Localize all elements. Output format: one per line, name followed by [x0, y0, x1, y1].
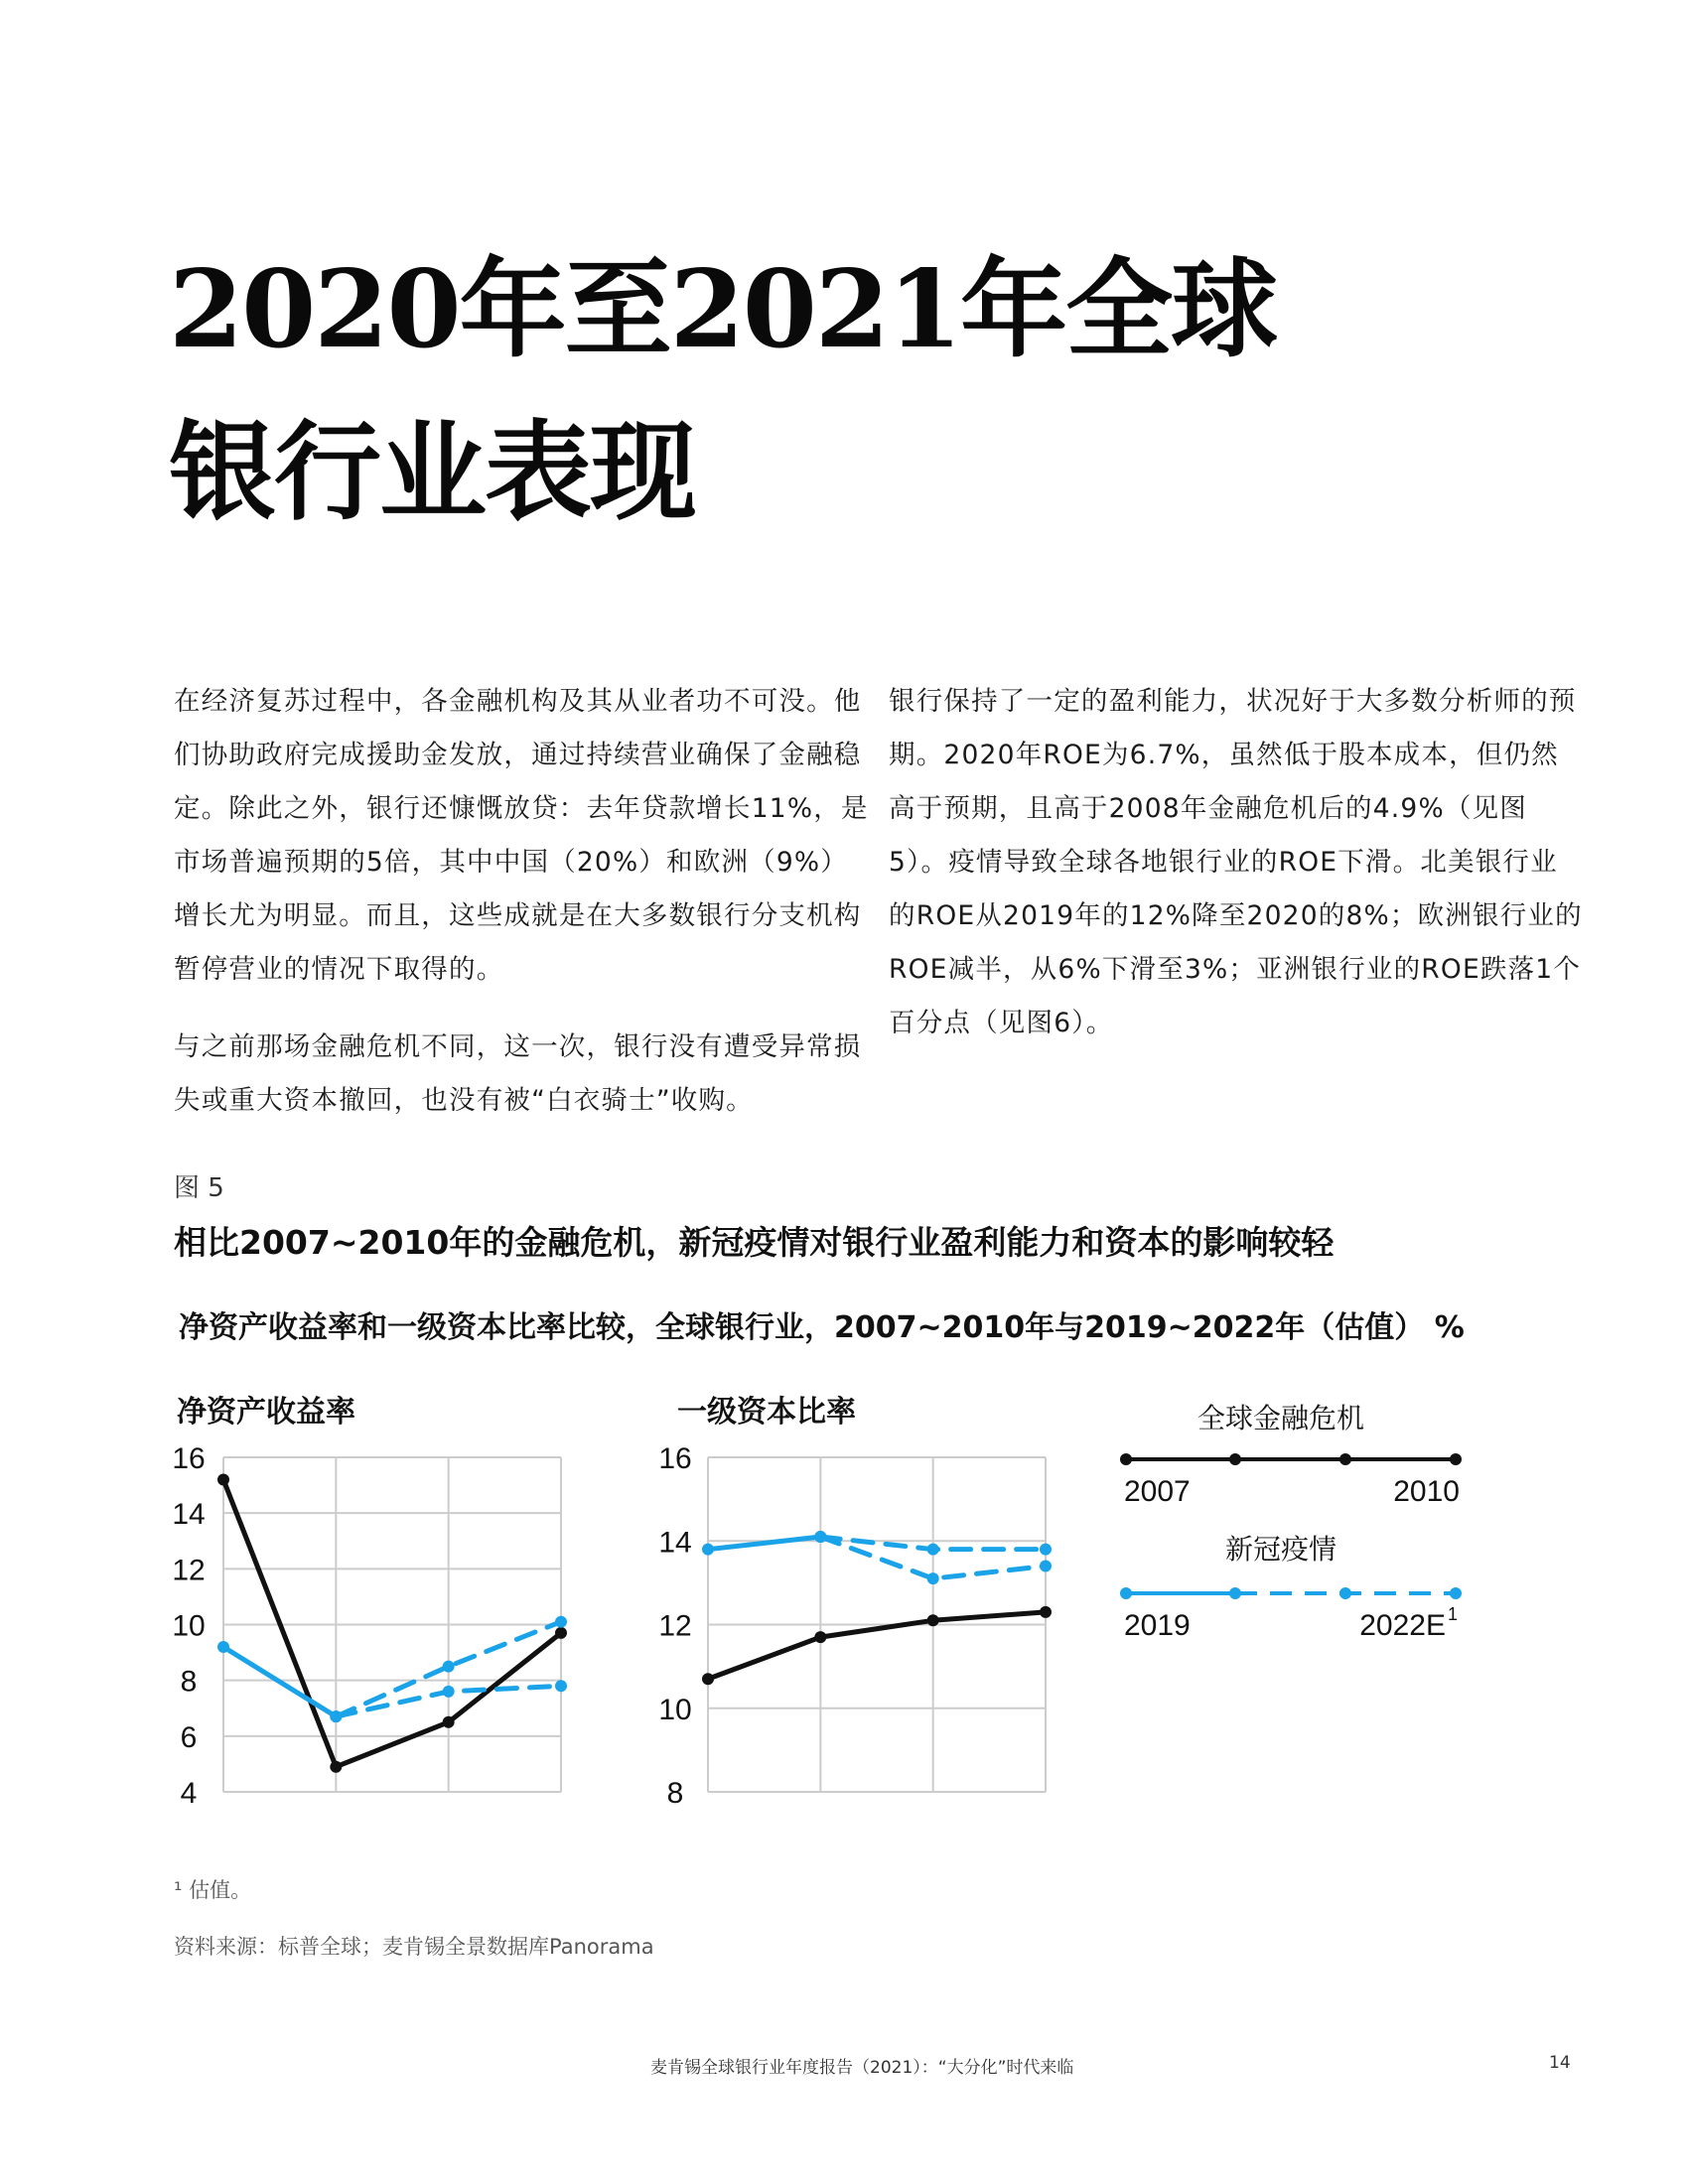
left-paragraph-2: 与之前那场金融危机不同，这一次，银行没有遭受异常损失或重大资本撤回，也没有被“白衣骑士”收购。	[174, 1031, 862, 1116]
figure-title: 相比2007~2010年的金融危机，新冠疫情对银行业盈利能力和资本的影响较轻	[174, 1223, 1335, 1262]
left-column	[174, 675, 869, 1152]
legend-crisis-marker	[1120, 1453, 1132, 1465]
data-point	[814, 1531, 826, 1543]
series-line-crisis	[708, 1612, 1046, 1679]
legend-crisis-marker	[1229, 1453, 1241, 1465]
legend-covid-end-text: 2022E	[1359, 1609, 1446, 1642]
legend-covid-marker	[1339, 1587, 1351, 1599]
left-paragraph-1: 在经济复苏过程中，各金融机构及其从业者功不可没。他们协助政府完成援助金发放，通过持续营业确保了金融稳定。除此之外，银行还慷慨放贷：去年贷款增长11%，是市场普遍预期的5倍，其中中国（20%）和欧洲（9%）增长尤为明显。而且，这些成就是在大多数银行分支机构暂停营业的情况下取得的。	[174, 686, 869, 985]
legend-crisis-marker	[1339, 1453, 1351, 1465]
y-tick-label: 12	[658, 1609, 692, 1643]
data-point	[443, 1716, 455, 1728]
footnote: ¹ 估值。	[174, 1878, 252, 1902]
data-point	[330, 1710, 342, 1722]
series-line-covid	[223, 1647, 336, 1716]
roe-chart	[172, 1442, 567, 1810]
data-point	[927, 1572, 939, 1584]
y-tick-label: 8	[180, 1665, 198, 1699]
series-line-covid	[708, 1537, 820, 1550]
y-tick-label: 10	[172, 1609, 206, 1643]
page-title	[169, 228, 1460, 554]
legend-covid-end	[1359, 1609, 1446, 1642]
data-point	[443, 1661, 455, 1673]
data-point	[702, 1673, 714, 1685]
y-tick-label: 16	[172, 1442, 206, 1475]
legend-covid-marker	[1229, 1587, 1241, 1599]
data-point	[927, 1614, 939, 1626]
data-point	[1040, 1606, 1052, 1618]
data-point	[555, 1616, 567, 1628]
y-tick-label: 6	[180, 1720, 198, 1754]
data-point	[217, 1641, 229, 1653]
y-tick-label: 10	[658, 1693, 692, 1726]
legend-crisis-marker	[1450, 1453, 1462, 1465]
figure-label: 图 5	[174, 1173, 224, 1203]
legend-crisis-end: 2010	[1393, 1475, 1460, 1508]
data-point	[1040, 1561, 1052, 1572]
data-point	[555, 1627, 567, 1639]
chart-roe-title: 净资产收益率	[177, 1396, 355, 1429]
data-point	[1040, 1544, 1052, 1556]
figure-area	[149, 1390, 1539, 1860]
y-tick-label: 14	[172, 1498, 206, 1532]
chart-tier1-title: 一级资本比率	[677, 1396, 856, 1429]
y-tick-label: 12	[172, 1554, 206, 1587]
legend-covid-marker	[1450, 1587, 1462, 1599]
page-title-line1: 2020年至2021年全球	[169, 247, 1277, 372]
chart-legend	[1120, 1403, 1462, 1642]
page-number: 14	[1549, 2053, 1571, 2073]
legend-covid-start: 2019	[1124, 1609, 1191, 1642]
data-point	[927, 1544, 939, 1556]
legend-covid-label: 新冠疫情	[1224, 1534, 1337, 1565]
y-tick-label: 8	[666, 1777, 684, 1810]
right-paragraph-1: 银行保持了一定的盈利能力，状况好于大多数分析师的预期。2020年ROE为6.7%，虽然低于股本成本，但仍然高于预期，且高于2008年金融危机后的4.9%（见图5）。疫情导致全球各地银行业的ROE下滑。北美银行业的ROE从2019年的12%降至2020的8%；欧洲银行业的ROE减半，从6%下滑至3%；亚洲银行业的ROE跌落1个百分点（见图6）。	[889, 686, 1583, 1038]
tier1-chart	[658, 1442, 1052, 1810]
y-tick-label: 4	[180, 1777, 198, 1810]
data-point	[555, 1680, 567, 1692]
source-note: 资料来源：标普全球；麦肯锡全景数据库Panorama	[174, 1935, 654, 1959]
data-point	[217, 1473, 229, 1485]
data-point	[330, 1761, 342, 1773]
charts-svg	[149, 1390, 1539, 1856]
legend-crisis-label: 全球金融危机	[1196, 1403, 1365, 1433]
page-footer: 麦肯锡全球银行业年度报告（2021）：“大分化”时代来临	[650, 2058, 1074, 2078]
figure-subtitle: 净资产收益率和一级资本比率比较，全球银行业，2007~2010年与2019~2022年（估值） %	[179, 1310, 1465, 1345]
y-tick-label: 16	[658, 1442, 692, 1475]
y-tick-label: 14	[658, 1526, 692, 1560]
data-point	[443, 1686, 455, 1698]
data-point	[814, 1631, 826, 1643]
page-title-line2: 银行业表现	[169, 410, 696, 535]
legend-covid-marker	[1120, 1587, 1132, 1599]
legend-crisis-start: 2007	[1124, 1475, 1191, 1508]
right-column	[889, 675, 1584, 1074]
data-point	[702, 1544, 714, 1556]
legend-covid-end-sup: 1	[1448, 1604, 1459, 1624]
series-line-crisis	[223, 1479, 561, 1766]
